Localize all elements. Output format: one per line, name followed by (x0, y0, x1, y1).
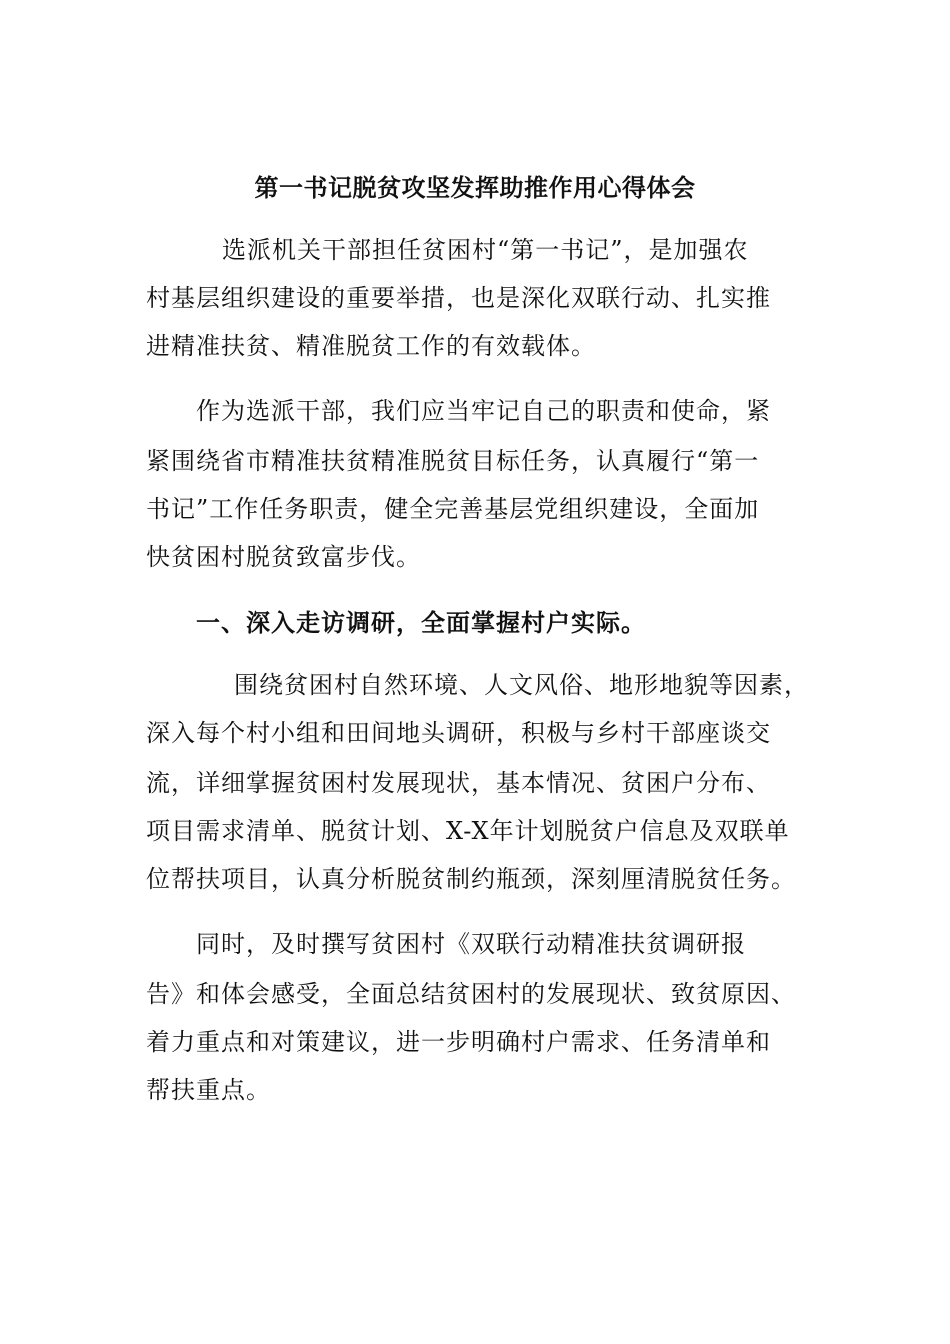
paragraph4-line4: 帮扶重点。 (146, 1076, 271, 1104)
paragraph4-line2: 告》和体会感受，全面总结贫困村的发展现状、致贫原因、 (146, 980, 796, 1008)
paragraph3-line3: 流，详细掌握贫困村发展现状，基本情况、贫困户分布、 (146, 769, 771, 797)
paragraph2-line2: 紧围绕省市精准扶贫精准脱贫目标任务，认真履行“第一 (146, 447, 760, 475)
paragraph4-line3: 着力重点和对策建议，进一步明确村户需求、任务清单和 (146, 1028, 771, 1056)
paragraph4-line1: 同时，及时撰写贫困村《双联行动精准扶贫调研报 (196, 930, 746, 958)
paragraph2-line4: 快贫困村脱贫致富步伐。 (146, 543, 421, 571)
paragraph2-line1: 作为选派干部，我们应当牢记自己的职责和使命，紧 (196, 397, 771, 425)
paragraph3-line4: 项目需求清单、脱贫计划、X-X年计划脱贫户信息及双联单 (146, 817, 790, 845)
paragraph3-line5: 位帮扶项目，认真分析脱贫制约瓶颈，深刻厘清脱贫任务。 (146, 865, 796, 893)
paragraph1-line3: 进精准扶贫、精准脱贫工作的有效载体。 (146, 332, 596, 360)
paragraph3-line1: 围绕贫困村自然环境、人文风俗、地形地貌等因素， (234, 671, 809, 699)
paragraph3-line2: 深入每个村小组和田间地头调研，积极与乡村干部座谈交 (146, 719, 771, 747)
paragraph1-line1: 选派机关干部担任贫困村“第一书记”，是加强农 (222, 236, 749, 264)
paragraph1-line2: 村基层组织建设的重要举措，也是深化双联行动、扎实推 (146, 284, 771, 312)
document-title: 第一书记脱贫攻坚发挥助推作用心得体会 (254, 173, 696, 202)
section-heading-1: 一、深入走访调研，全面掌握村户实际。 (196, 608, 646, 637)
paragraph2-line3: 书记”工作任务职责，健全完善基层党组织建设，全面加 (146, 495, 760, 523)
